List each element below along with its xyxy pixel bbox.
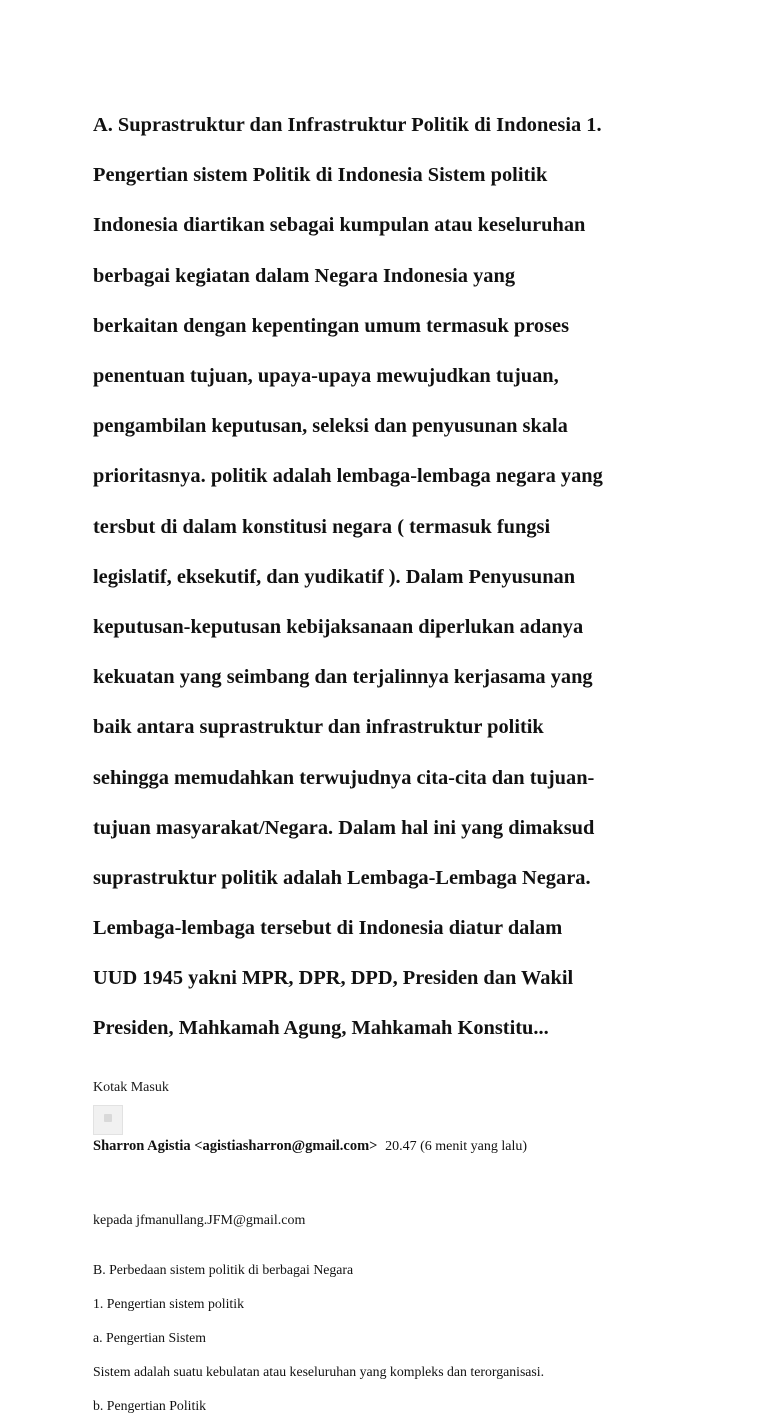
email-timestamp: 20.47 (6 menit yang lalu) [385,1138,527,1154]
sender-name: Sharron Agistia <agistiasharron@gmail.com> [93,1137,378,1154]
inbox-label: Kotak Masuk [93,1079,169,1095]
body-paragraph: B. Perbedaan sistem politik di berbagai Negara [93,1261,354,1277]
heading-line: A. Suprastruktur dan Infrastruktur Politik di Indonesia 1. [93,114,602,137]
document-page [93,88,683,1415]
heading-line: legislatif, eksekutif, dan yudikatif ). Dalam Penyusunan [93,565,576,588]
heading-line: berkaitan dengan kepentingan umum termasuk proses [93,314,570,337]
document-heading [93,88,683,1067]
body-paragraph: 1. Pengertian sistem politik [93,1295,244,1311]
heading-line: sehingga memudahkan terwujudnya cita-cita dan tujuan- [93,766,595,789]
heading-line: Indonesia diartikan sebagai kumpulan atau keseluruhan [93,214,586,237]
heading-line: suprastruktur politik adalah Lembaga-Lembaga Negara. [93,866,591,889]
heading-line: tersbut di dalam konstitusi negara ( termasuk fungsi [93,515,551,538]
heading-line: Pengertian sistem Politik di Indonesia Sistem politik [93,164,548,187]
body-paragraph: Sistem adalah suatu kebulatan atau keseluruhan yang kompleks dan terorganisasi. [93,1363,545,1379]
body-paragraph: b. Pengertian Politik [93,1397,207,1413]
avatar [93,1105,123,1135]
heading-line: kekuatan yang seimbang dan terjalinnya kerjasama yang [93,666,593,689]
heading-line: keputusan-keputusan kebijaksanaan diperlukan adanya [93,615,584,638]
heading-line: berbagai kegiatan dalam Negara Indonesia yang [93,264,516,287]
body-paragraph: a. Pengertian Sistem [93,1329,207,1345]
avatar-placeholder-icon [104,1114,112,1122]
sender-row [93,1137,683,1156]
heading-line: tujuan masyarakat/Negara. Dalam hal ini yang dimaksud [93,816,595,839]
heading-line: Presiden, Mahkamah Agung, Mahkamah Konstitu... [93,1017,549,1040]
recipient-line: kepada jfmanullang.JFM@gmail.com [93,1212,306,1228]
heading-line: UUD 1945 yakni MPR, DPR, DPD, Presiden dan Wakil [93,967,574,990]
heading-line: baik antara suprastruktur dan infrastruktur politik [93,716,544,739]
heading-line: prioritasnya. politik adalah lembaga-lembaga negara yang [93,465,603,488]
heading-line: pengambilan keputusan, seleksi dan penyusunan skala [93,415,568,438]
heading-line: Lembaga-lembaga tersebut di Indonesia diatur dalam [93,917,563,940]
heading-line: penentuan tujuan, upaya-upaya mewujudkan tujuan, [93,365,559,388]
